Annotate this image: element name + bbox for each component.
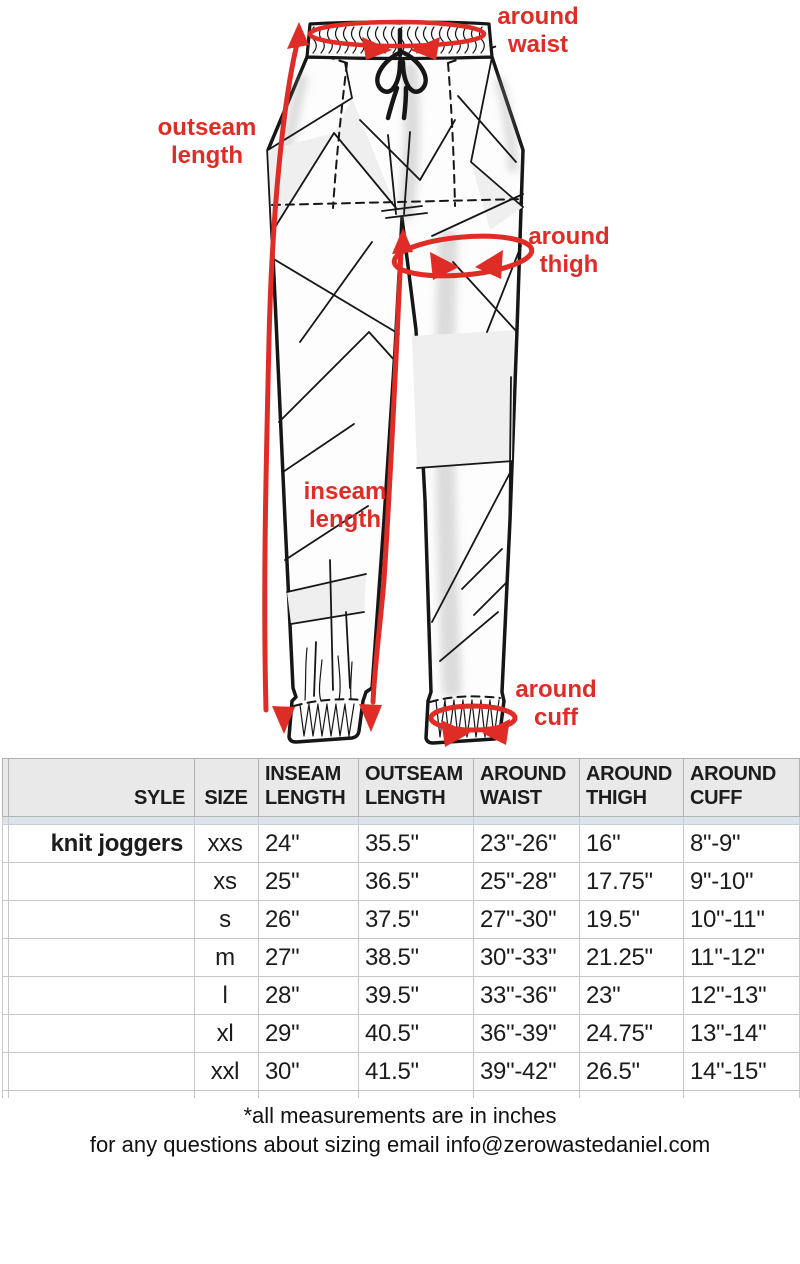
footer-notes bbox=[0, 1101, 800, 1159]
cell-size: s bbox=[195, 901, 259, 939]
cell-size: xl bbox=[195, 1015, 259, 1053]
cell-around-waist: 39"-42" bbox=[474, 1053, 580, 1091]
cell-around-cuff: 14"-15" bbox=[684, 1053, 800, 1091]
around-cuff-label-line2: cuff bbox=[534, 704, 578, 731]
cell-around-thigh: 21.25" bbox=[580, 939, 684, 977]
cell-style bbox=[9, 901, 195, 939]
cell-style bbox=[9, 939, 195, 977]
cell-style bbox=[9, 1053, 195, 1091]
cell-around-thigh: 24.75" bbox=[580, 1015, 684, 1053]
cell-outseam-length: 40.5" bbox=[359, 1015, 474, 1053]
cell-around-thigh: 16" bbox=[580, 825, 684, 863]
cell-style bbox=[9, 977, 195, 1015]
column-header-around-cuff: AROUND CUFF bbox=[684, 759, 800, 817]
cell-size: xs bbox=[195, 863, 259, 901]
cell-around-waist: 33"-36" bbox=[474, 977, 580, 1015]
around-cuff-label-line1: around bbox=[515, 676, 597, 703]
cell-around-waist: 27"-30" bbox=[474, 901, 580, 939]
cell-around-cuff: 10"-11" bbox=[684, 901, 800, 939]
cell-style: knit joggers bbox=[9, 825, 195, 863]
outseam-length-label-line1: outseam bbox=[157, 114, 257, 141]
cell-inseam-length: 27" bbox=[259, 939, 359, 977]
cell-inseam-length: 25" bbox=[259, 863, 359, 901]
cell-size: xxs bbox=[195, 825, 259, 863]
cell-around-thigh: 23" bbox=[580, 977, 684, 1015]
table-row-xxl bbox=[3, 1053, 800, 1091]
outseam-arrow-top bbox=[287, 22, 309, 49]
cell-around-waist: 25"-28" bbox=[474, 863, 580, 901]
measurements-note: *all measurements are in inches bbox=[243, 1103, 557, 1128]
cell-outseam-length: 35.5" bbox=[359, 825, 474, 863]
cell-size: m bbox=[195, 939, 259, 977]
cell-outseam-length: 37.5" bbox=[359, 901, 474, 939]
outseam-length-label-line2: length bbox=[171, 142, 243, 169]
table-header-row bbox=[3, 759, 800, 817]
table-row-xl bbox=[3, 1015, 800, 1053]
cell-inseam-length: 24" bbox=[259, 825, 359, 863]
cell-outseam-length: 36.5" bbox=[359, 863, 474, 901]
spacer-row bbox=[3, 817, 800, 825]
column-header-size: SIZE bbox=[195, 759, 259, 817]
cell-around-waist: 30"-33" bbox=[474, 939, 580, 977]
column-header-inseam-length: INSEAM LENGTH bbox=[259, 759, 359, 817]
cell-inseam-length: 29" bbox=[259, 1015, 359, 1053]
inseam-length-label-line2: length bbox=[309, 506, 381, 533]
cell-around-waist: 23"-26" bbox=[474, 825, 580, 863]
column-header-outseam-length: OUTSEAM LENGTH bbox=[359, 759, 474, 817]
cell-around-cuff: 13"-14" bbox=[684, 1015, 800, 1053]
cell-around-cuff: 11"-12" bbox=[684, 939, 800, 977]
around-thigh-label-line2: thigh bbox=[539, 251, 599, 278]
table-row-xxs bbox=[3, 825, 800, 863]
cell-style bbox=[9, 863, 195, 901]
column-header-around-thigh: AROUND THIGH bbox=[580, 759, 684, 817]
column-header-style: SYLE bbox=[9, 759, 195, 817]
cell-around-waist: 36"-39" bbox=[474, 1015, 580, 1053]
cell-outseam-length: 39.5" bbox=[359, 977, 474, 1015]
cell-size: l bbox=[195, 977, 259, 1015]
cell-inseam-length: 28" bbox=[259, 977, 359, 1015]
table-row-m bbox=[3, 939, 800, 977]
table-row-l bbox=[3, 977, 800, 1015]
table-row-xs bbox=[3, 863, 800, 901]
around-waist-label-line1: around bbox=[497, 3, 579, 30]
cell-style bbox=[9, 1015, 195, 1053]
cell-around-cuff: 9"-10" bbox=[684, 863, 800, 901]
around-waist-label-line2: waist bbox=[507, 31, 569, 58]
cell-around-thigh: 17.75" bbox=[580, 863, 684, 901]
cell-outseam-length: 41.5" bbox=[359, 1053, 474, 1091]
cell-around-thigh: 26.5" bbox=[580, 1053, 684, 1091]
cell-around-cuff: 8"-9" bbox=[684, 825, 800, 863]
cell-around-cuff: 12"-13" bbox=[684, 977, 800, 1015]
cell-size: xxl bbox=[195, 1053, 259, 1091]
clipped-empty-row bbox=[3, 1091, 800, 1098]
cell-around-thigh: 19.5" bbox=[580, 901, 684, 939]
cell-inseam-length: 30" bbox=[259, 1053, 359, 1091]
cell-inseam-length: 26" bbox=[259, 901, 359, 939]
cell-outseam-length: 38.5" bbox=[359, 939, 474, 977]
table-row-s bbox=[3, 901, 800, 939]
inseam-length-label-line1: inseam bbox=[303, 478, 387, 505]
column-header-around-waist: AROUND WAIST bbox=[474, 759, 580, 817]
size-table bbox=[2, 758, 800, 1098]
around-thigh-label-line1: around bbox=[528, 223, 610, 250]
sizing-contact-note: for any questions about sizing email info@zerowastedaniel.com bbox=[89, 1132, 711, 1157]
